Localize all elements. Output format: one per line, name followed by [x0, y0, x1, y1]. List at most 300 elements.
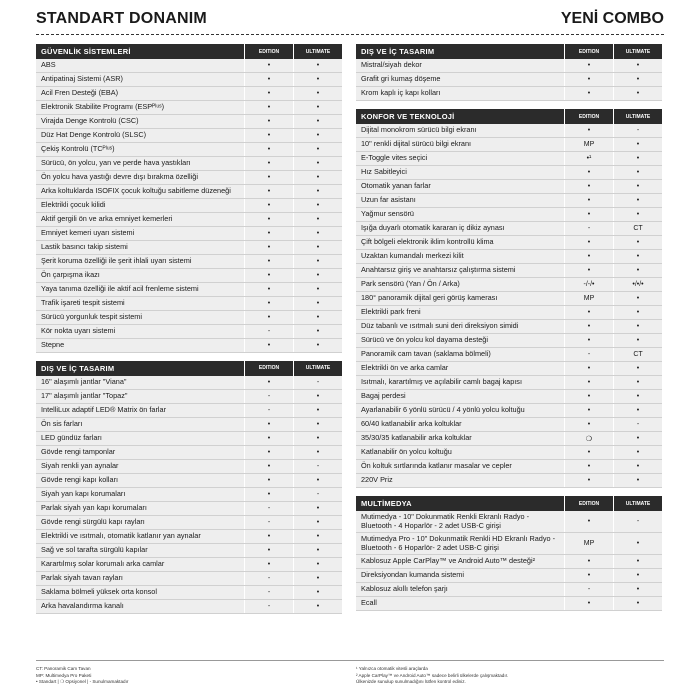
edition-value: •	[564, 569, 613, 582]
feature-name: Trafik işareti tespit sistemi	[41, 297, 125, 307]
ultimate-value: •	[613, 533, 662, 554]
ultimate-value: •	[613, 306, 662, 319]
feature-row	[36, 460, 342, 474]
ultimate-value: •	[293, 311, 342, 324]
feature-row	[356, 404, 662, 418]
feature-name: Uzaktan kumandalı merkezi kilit	[361, 251, 464, 261]
feature-row	[36, 115, 342, 129]
section-title: DIŞ VE İÇ TASARIM	[41, 363, 115, 373]
edition-value: •¹	[564, 152, 613, 165]
feature-row	[36, 101, 342, 115]
ultimate-value: •	[293, 339, 342, 352]
feature-name: Karartılmış solar korumalı arka camlar	[41, 558, 165, 568]
edition-value: •	[564, 334, 613, 347]
feature-row	[356, 390, 662, 404]
edition-value: •	[564, 362, 613, 375]
edition-value: -	[244, 390, 293, 403]
feature-row	[356, 432, 662, 446]
page-header	[36, 6, 664, 32]
feature-name: Otomatik yanan farlar	[361, 181, 431, 191]
feature-row	[356, 166, 662, 180]
feature-row	[356, 583, 662, 597]
feature-name: ABS	[41, 60, 56, 70]
feature-name: Ön çarpışma ikazı	[41, 269, 100, 279]
ultimate-value: •	[293, 432, 342, 445]
feature-row	[356, 474, 662, 488]
ultimate-value: •	[613, 390, 662, 403]
feature-name: Şerit koruma özelliği ile şerit ihlali uyarı sistemi	[41, 255, 192, 265]
ultimate-value: CT	[613, 222, 662, 235]
edition-column-header: EDITION	[564, 109, 613, 124]
edition-value: •	[244, 241, 293, 254]
ultimate-value: •	[293, 446, 342, 459]
edition-value: •	[564, 166, 613, 179]
feature-name: 17" alaşımlı jantlar "Topaz"	[41, 390, 128, 400]
ultimate-value: •	[293, 269, 342, 282]
section-title: KONFOR VE TEKNOLOJİ	[361, 112, 455, 121]
ultimate-value: •	[613, 264, 662, 277]
feature-name: Elektrikli ve ısıtmalı, otomatik katlanır yan aynalar	[41, 530, 201, 540]
feature-row	[356, 222, 662, 236]
ultimate-column-header: ULTIMATE	[613, 496, 662, 511]
ultimate-value: •	[293, 297, 342, 310]
feature-row	[36, 171, 342, 185]
feature-row	[36, 376, 342, 390]
feature-row	[36, 311, 342, 325]
page-title: STANDART DONANIM	[36, 10, 207, 27]
feature-row	[36, 129, 342, 143]
feature-name: Bagaj perdesi	[361, 391, 406, 401]
ultimate-value: •	[293, 199, 342, 212]
feature-row	[36, 157, 342, 171]
ultimate-column-header: ULTIMATE	[613, 44, 662, 59]
feature-name: Sağ ve sol tarafta sürgülü kapılar	[41, 544, 148, 554]
footer-divider	[36, 660, 664, 661]
feature-row	[356, 569, 662, 583]
edition-value: -	[564, 222, 613, 235]
edition-value: •	[244, 311, 293, 324]
ultimate-value: •	[293, 241, 342, 254]
feature-name: Hız Sabitleyici	[361, 167, 407, 177]
ultimate-value: •	[293, 115, 342, 128]
feature-name: Virajda Denge Kontrolü (CSC)	[41, 116, 139, 126]
feature-name: Kablosuz akıllı telefon şarjı	[361, 583, 448, 593]
footnote-1: ¹ Yalnızca otomatik vitesli araçlarda	[356, 666, 428, 671]
feature-name: Ön koltuk sırtlarında katlanır masalar ve cepler	[361, 461, 512, 471]
feature-name: 220V Priz	[361, 475, 393, 485]
feature-row	[356, 59, 662, 73]
feature-row	[36, 73, 342, 87]
ultimate-value: •	[293, 255, 342, 268]
ultimate-value: •	[293, 129, 342, 142]
ultimate-column-header: ULTIMATE	[613, 109, 662, 124]
ultimate-value: •/•/•	[613, 278, 662, 291]
feature-name: Gövde rengi sürgülü kapı rayları	[41, 516, 145, 526]
ultimate-value: -	[613, 511, 662, 532]
feature-row	[356, 152, 662, 166]
ultimate-value: -	[613, 124, 662, 137]
feature-row	[356, 320, 662, 334]
edition-value: ❍	[564, 432, 613, 445]
ultimate-value: •	[293, 73, 342, 86]
ultimate-value: •	[613, 569, 662, 582]
ultimate-value: -	[293, 376, 342, 389]
feature-section	[356, 44, 662, 101]
feature-row	[356, 418, 662, 432]
feature-row	[356, 533, 662, 555]
feature-row	[36, 502, 342, 516]
feature-row	[36, 474, 342, 488]
feature-row	[36, 544, 342, 558]
feature-row	[36, 269, 342, 283]
edition-column-header: EDITION	[564, 44, 613, 59]
mp-note: MP: Multimedya Pro Paketi	[36, 672, 92, 678]
feature-row	[356, 306, 662, 320]
edition-value: •	[244, 488, 293, 501]
feature-row	[36, 390, 342, 404]
ultimate-value: •	[293, 418, 342, 431]
feature-row	[356, 264, 662, 278]
ultimate-value: •	[293, 325, 342, 338]
ultimate-value: •	[613, 362, 662, 375]
feature-name: Arka koltuklarda ISOFIX çocuk koltuğu sabitleme düzeneği	[41, 186, 231, 195]
feature-row	[36, 339, 342, 353]
edition-value: •	[244, 297, 293, 310]
edition-value: •	[564, 460, 613, 473]
ultimate-value: •	[293, 213, 342, 226]
feature-name: Elektronik Stabilite Programı (ESPᴾˡᵘˢ)	[41, 102, 165, 112]
ultimate-value: •	[293, 143, 342, 156]
edition-value: •	[564, 208, 613, 221]
ct-note: CT: Panoramik Cam Tavan	[36, 666, 91, 671]
edition-value: •	[564, 124, 613, 137]
ultimate-column-header: ULTIMATE	[293, 44, 342, 59]
ultimate-value: •	[293, 404, 342, 417]
ultimate-value: •	[613, 152, 662, 165]
feature-name: Lastik basıncı takip sistemi	[41, 241, 128, 251]
feature-name: Uzun far asistanı	[361, 195, 416, 205]
ultimate-value: •	[613, 404, 662, 417]
feature-name: Direksiyondan kumanda sistemi	[361, 569, 465, 579]
feature-name: Emniyet kemeri uyarı sistemi	[41, 227, 135, 237]
feature-name: Park sensörü (Yan / Ön / Arka)	[361, 279, 460, 289]
feature-name: Aktif gergili ön ve arka emniyet kemerleri	[41, 213, 173, 223]
ultimate-value: -	[293, 460, 342, 473]
ultimate-value: •	[613, 597, 662, 610]
feature-name: Elektrikli ön ve arka camlar	[361, 363, 449, 373]
edition-value: •	[244, 418, 293, 431]
edition-column-header: EDITION	[564, 496, 613, 511]
edition-value: •	[564, 446, 613, 459]
feature-row	[356, 292, 662, 306]
edition-value: •	[244, 474, 293, 487]
feature-row	[356, 87, 662, 101]
right-column	[356, 44, 662, 619]
edition-value: •	[244, 558, 293, 571]
feature-name: 35/30/35 katlanabilir arka koltuklar	[361, 433, 472, 443]
feature-name: Gövde rengi kapı kolları	[41, 474, 119, 484]
section-header	[36, 361, 342, 376]
section-header	[356, 44, 662, 59]
feature-row	[356, 597, 662, 611]
feature-name: 16" alaşımlı jantlar "Viana"	[41, 376, 127, 386]
ultimate-value: •	[613, 59, 662, 72]
edition-value: •	[564, 87, 613, 100]
ultimate-value: •	[613, 334, 662, 347]
feature-name: Çekiş Kontrolü (TCᴾˡᵘˢ)	[41, 144, 115, 154]
feature-name: Siyah renkli yan aynalar	[41, 460, 119, 470]
footer-legend	[36, 666, 128, 686]
ultimate-value: •	[613, 555, 662, 568]
edition-value: •	[564, 511, 613, 532]
feature-name: Elektrikli park freni	[361, 307, 421, 317]
ultimate-value: •	[293, 101, 342, 114]
ultimate-value: -	[293, 488, 342, 501]
ultimate-value: •	[613, 250, 662, 263]
ultimate-value: •	[293, 283, 342, 296]
feature-name: Isıtmalı, karartılmış ve açılabilir camlı bagaj kapısı	[361, 377, 522, 387]
ultimate-value: •	[293, 171, 342, 184]
feature-name: Yaya tanıma özelliği ile aktif acil frenleme sistemi	[41, 283, 199, 293]
edition-value: •	[244, 460, 293, 473]
edition-value: •	[244, 255, 293, 268]
edition-value: -	[244, 572, 293, 585]
feature-name: Ayarlanabilir 6 yönlü sürücü / 4 yönlü yolcu koltuğu	[361, 405, 525, 415]
section-header	[356, 496, 662, 511]
feature-row	[356, 376, 662, 390]
feature-row	[36, 199, 342, 213]
feature-row	[36, 516, 342, 530]
feature-row	[36, 213, 342, 227]
ultimate-value: •	[613, 474, 662, 487]
section-title: MULTİMEDYA	[361, 499, 412, 508]
ultimate-value: •	[613, 292, 662, 305]
feature-name: Mistral/siyah dekor	[361, 60, 422, 70]
feature-name: Arka havalandırma kanalı	[41, 600, 124, 610]
feature-name: Çift bölgeli elektronik iklim kontrollü klima	[361, 237, 494, 247]
edition-value: -	[244, 502, 293, 515]
edition-value: •	[244, 129, 293, 142]
edition-value: •	[564, 73, 613, 86]
edition-value: •	[564, 418, 613, 431]
feature-name: Acil Fren Desteği (EBA)	[41, 88, 119, 98]
edition-value: MP	[564, 138, 613, 151]
feature-name: 180° panoramik dijital geri görüş kamerası	[361, 293, 498, 303]
edition-value: MP	[564, 292, 613, 305]
ultimate-value: •	[293, 390, 342, 403]
feature-name: Kablosuz Apple CarPlay™ ve Android Auto™ desteği²	[361, 556, 536, 565]
edition-value: •	[564, 404, 613, 417]
footnote-3: Ülkenizde sunulup sunulmadığını lütfen kontrol ediniz.	[356, 679, 466, 684]
ultimate-column-header: ULTIMATE	[293, 361, 342, 376]
feature-row	[36, 558, 342, 572]
feature-row	[356, 555, 662, 569]
edition-value: •	[244, 283, 293, 296]
feature-row	[36, 255, 342, 269]
edition-value: •	[244, 185, 293, 198]
feature-row	[356, 73, 662, 87]
edition-value: •	[564, 320, 613, 333]
feature-name: Krom kaplı iç kapı kolları	[361, 88, 441, 98]
ultimate-value: •	[293, 59, 342, 72]
ultimate-value: •	[613, 320, 662, 333]
edition-value: -/-/•	[564, 278, 613, 291]
edition-value: -	[564, 348, 613, 361]
feature-name: Anahtarsız giriş ve anahtarsız çalıştırma sistemi	[361, 265, 516, 275]
feature-row	[356, 460, 662, 474]
ultimate-value: •	[293, 600, 342, 613]
ultimate-value: •	[613, 446, 662, 459]
edition-value: •	[564, 250, 613, 263]
edition-value: •	[564, 59, 613, 72]
feature-row	[36, 600, 342, 614]
feature-row	[36, 418, 342, 432]
edition-column-header: EDITION	[244, 44, 293, 59]
edition-value: -	[244, 325, 293, 338]
feature-row	[356, 511, 662, 533]
feature-row	[36, 404, 342, 418]
feature-name: Sürücü yorgunluk tespit sistemi	[41, 311, 142, 321]
feature-name: Işığa duyarlı otomatik kararan iç dikiz aynası	[361, 223, 505, 233]
feature-row	[356, 362, 662, 376]
edition-value: •	[244, 213, 293, 226]
edition-value: •	[244, 227, 293, 240]
ultimate-value: •	[293, 530, 342, 543]
ultimate-value: •	[613, 432, 662, 445]
edition-value: •	[244, 544, 293, 557]
edition-value: •	[244, 530, 293, 543]
feature-row	[36, 143, 342, 157]
ultimate-value: •	[613, 138, 662, 151]
feature-row	[356, 348, 662, 362]
edition-value: -	[244, 404, 293, 417]
header-divider	[36, 34, 664, 35]
feature-name: Düz tabanlı ve ısıtmalı suni deri direksiyon simidi	[361, 321, 519, 331]
edition-value: •	[244, 446, 293, 459]
ultimate-value: •	[613, 166, 662, 179]
feature-name: Ön sis farları	[41, 418, 83, 428]
ultimate-value: •	[293, 227, 342, 240]
feature-name: Düz Hat Denge Kontrolü (SLSC)	[41, 130, 147, 140]
feature-row	[356, 124, 662, 138]
feature-name: Elektrikli çocuk kilidi	[41, 199, 106, 209]
ultimate-value: -	[613, 418, 662, 431]
feature-name: IntelliLux adaptif LED® Matrix ön farlar	[41, 404, 167, 414]
ultimate-value: •	[613, 376, 662, 389]
feature-row	[36, 227, 342, 241]
feature-row	[36, 446, 342, 460]
edition-value: •	[564, 390, 613, 403]
edition-value: -	[244, 586, 293, 599]
feature-name: Saklama bölmeli yüksek orta konsol	[41, 586, 157, 596]
feature-row	[36, 432, 342, 446]
ultimate-value: •	[293, 185, 342, 198]
ultimate-value: •	[293, 572, 342, 585]
feature-name: Ecall	[361, 597, 377, 607]
edition-value: •	[564, 306, 613, 319]
edition-value: •	[244, 73, 293, 86]
feature-row	[356, 278, 662, 292]
edition-value: •	[244, 376, 293, 389]
section-header	[356, 109, 662, 124]
edition-value: •	[564, 555, 613, 568]
feature-name: Katlanabilir ön yolcu koltuğu	[361, 447, 452, 457]
ultimate-value: •	[293, 586, 342, 599]
ultimate-value: •	[613, 236, 662, 249]
edition-value: •	[564, 376, 613, 389]
feature-row	[36, 87, 342, 101]
edition-value: •	[564, 194, 613, 207]
feature-name: Mutimedya Pro - 10" Dokunmatik Renkli HD Ekranlı Radyo - Bluetooth - 6 Hoparlör- 2 adet USB-C girişi	[361, 534, 555, 552]
feature-row	[36, 59, 342, 73]
ultimate-value: •	[613, 87, 662, 100]
feature-row	[356, 208, 662, 222]
feature-section	[36, 361, 342, 614]
feature-name: LED gündüz farları	[41, 432, 102, 442]
ultimate-value: CT	[613, 348, 662, 361]
feature-row	[36, 488, 342, 502]
ultimate-value: •	[613, 208, 662, 221]
edition-value: •	[244, 339, 293, 352]
ultimate-value: •	[293, 544, 342, 557]
ultimate-value: •	[293, 157, 342, 170]
edition-value: •	[244, 87, 293, 100]
feature-name: Parlak siyah tavan rayları	[41, 572, 123, 582]
section-title: GÜVENLİK SİSTEMLERİ	[41, 47, 131, 56]
feature-section	[356, 109, 662, 488]
edition-value: •	[244, 143, 293, 156]
feature-row	[356, 334, 662, 348]
edition-value: •	[244, 115, 293, 128]
edition-column-header: EDITION	[244, 361, 293, 376]
feature-name: Grafit gri kumaş döşeme	[361, 74, 441, 84]
feature-section	[36, 44, 342, 353]
model-title: YENİ COMBO	[560, 10, 664, 27]
feature-name: Mutimedya - 10" Dokunmatik Renkli Ekranlı Radyo - Bluetooth - 4 Hoparlör - 2 adet USB-C girişi	[361, 512, 530, 530]
feature-name: Sürücü ve ön yolcu kol dayama desteği	[361, 335, 488, 345]
symbol-legend: • Standart | ❍ Opsiyonel | - Sunulmamaktadır	[36, 679, 129, 684]
feature-name: E-Toggle vites seçici	[361, 153, 428, 163]
feature-row	[36, 283, 342, 297]
ultimate-value: •	[293, 474, 342, 487]
ultimate-value: •	[613, 180, 662, 193]
ultimate-value: •	[613, 73, 662, 86]
edition-value: •	[564, 474, 613, 487]
feature-name: Ön yolcu hava yastığı devre dışı bırakma özelliği	[41, 172, 198, 182]
feature-name: Panoramik cam tavan (saklama bölmeli)	[361, 349, 491, 359]
feature-name: Siyah yan kapı korumaları	[41, 488, 126, 498]
feature-row	[356, 194, 662, 208]
edition-value: •	[564, 236, 613, 249]
edition-value: •	[244, 199, 293, 212]
feature-name: 60/40 katlanabilir arka koltuklar	[361, 419, 462, 429]
feature-name: Gövde rengi tamponlar	[41, 446, 116, 456]
feature-row	[36, 572, 342, 586]
left-column	[36, 44, 342, 622]
feature-row	[356, 446, 662, 460]
edition-value: •	[244, 432, 293, 445]
feature-row	[356, 180, 662, 194]
footer-notes	[356, 666, 676, 686]
feature-name: 10" renkli dijital sürücü bilgi ekranı	[361, 139, 472, 149]
edition-value: •	[244, 59, 293, 72]
feature-row	[36, 185, 342, 199]
footnote-2: ² Apple CarPlay™ ve Android Auto™ sadece belirli ülkelerde çalışmaktadır.	[356, 672, 509, 678]
feature-name: Sürücü, ön yolcu, yan ve perde hava yastıkları	[41, 158, 191, 168]
feature-name: Kör nokta uyarı sistemi	[41, 325, 116, 335]
feature-row	[36, 241, 342, 255]
feature-row	[356, 236, 662, 250]
